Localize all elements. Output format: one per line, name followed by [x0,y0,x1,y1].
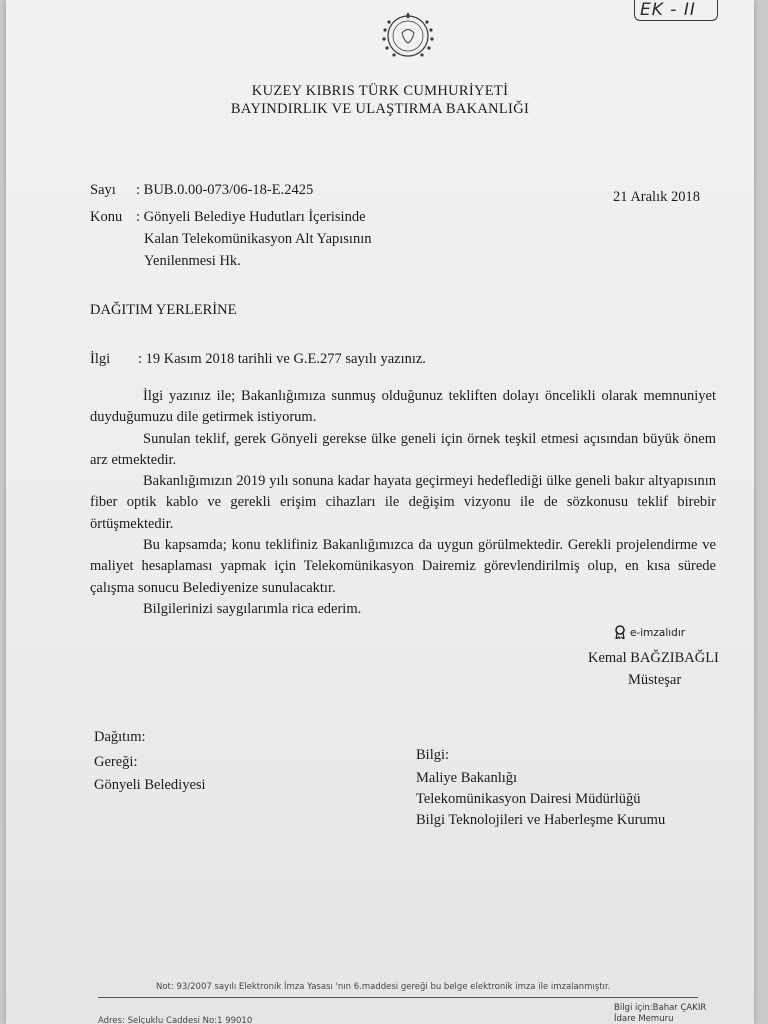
signatory-title: Müsteşar [628,672,682,688]
distribution-label: Dağıtım: [94,729,146,745]
ilgi-value: : 19 Kasım 2018 tarihli ve G.E.277 sayılı yazınız. [138,351,426,367]
geregi-label: Gereği: [94,754,138,770]
annex-annotation: EK - II [640,0,696,20]
ministry-header-line1: KUZEY KIBRIS TÜRK CUMHURİYETİ [251,83,509,99]
sayi-label: Sayı [90,182,116,198]
footer-address: Adres: Selçuklu Caddesi No:1 99010 [98,1016,253,1024]
konu-line2: Kalan Telekomünikasyon Alt Yapısının [144,231,372,247]
footer-divider [98,997,698,998]
paragraph-4: Bu kapsamda; konu teklifiniz Bakanlığımızca da uygun görülmektedir. Gerekli projelendirme ve maliyet hesaplaması yapmak için Telekomünikasyon Dairemiz görevlendirilmiş olup, en kısa sürede çalışma sonucu Belediyenize sunulacaktır. [90,537,716,596]
konu-line1: : Gönyeli Belediye Hudutları İçerisinde [136,209,366,225]
e-signature-text: e-imzalıdır [630,627,686,639]
letter-body [90,386,716,620]
paragraph-1: İlgi yazınız ile; Bakanlığımıza sunmuş olduğunuz tekliften dolayı öncelikli olarak memnuniyet duyduğumuzu dile getirmek istiyorum. [90,388,716,426]
bilgi-label: Bilgi: [416,747,450,763]
document-page [6,0,754,1024]
contact-info [614,1003,706,1024]
paragraph-5: Bilgilerinizi saygılarımla rica ederim. [143,600,362,617]
recipient-heading: DAĞITIM YERLERİNE [90,302,237,318]
paragraph-2: Sunulan teklif, gerek Gönyeli gerekse ülke geneli için örnek teşkil etmesi açısından büyük önem arz etmektedir. [90,430,716,468]
coat-of-arms-emblem [377,6,439,64]
paragraph-3: Bakanlığımızın 2019 yılı sonuna kadar hayata geçirmeyi hedeflediği ülke geneli bakır altyapısının fiber optik kablo ve gerekli erişim cihazları ile değişim vizyonu ile de sözkonusu teklif birebir örtüşmektedir. [90,473,716,532]
konu-label: Konu [90,209,123,225]
ribbon-seal-icon [614,625,626,639]
bilgi-item: Maliye Bakanlığı [416,770,518,786]
document-date: 21 Aralık 2018 [613,189,700,205]
sayi-value: : BUB.0.00-073/06-18-E.2425 [136,182,314,198]
ilgi-label: İlgi [90,351,111,367]
bilgi-item: Telekomünikasyon Dairesi Müdürlüğü [416,791,641,807]
footer-legal-note: Not: 93/2007 sayılı Elektronik İmza Yasası 'nın 6.maddesi gereği bu belge elektronik imza ile imzalanmıştır. [156,982,611,992]
ministry-header-line2: BAYINDIRLIK VE ULAŞTIRMA BAKANLIĞI [230,101,530,117]
e-signature-marker [614,625,685,639]
geregi-item: Gönyeli Belediyesi [94,777,206,793]
konu-line3: Yenilenmesi Hk. [144,253,241,269]
contact-title: İdare Memuru [614,1014,674,1024]
bilgi-item: Bilgi Teknolojileri ve Haberleşme Kurumu [416,812,666,828]
contact-person: Bilgi için:Bahar ÇAKIR [614,1003,707,1013]
signatory-name: Kemal BAĞZIBAĞLI [588,650,719,666]
